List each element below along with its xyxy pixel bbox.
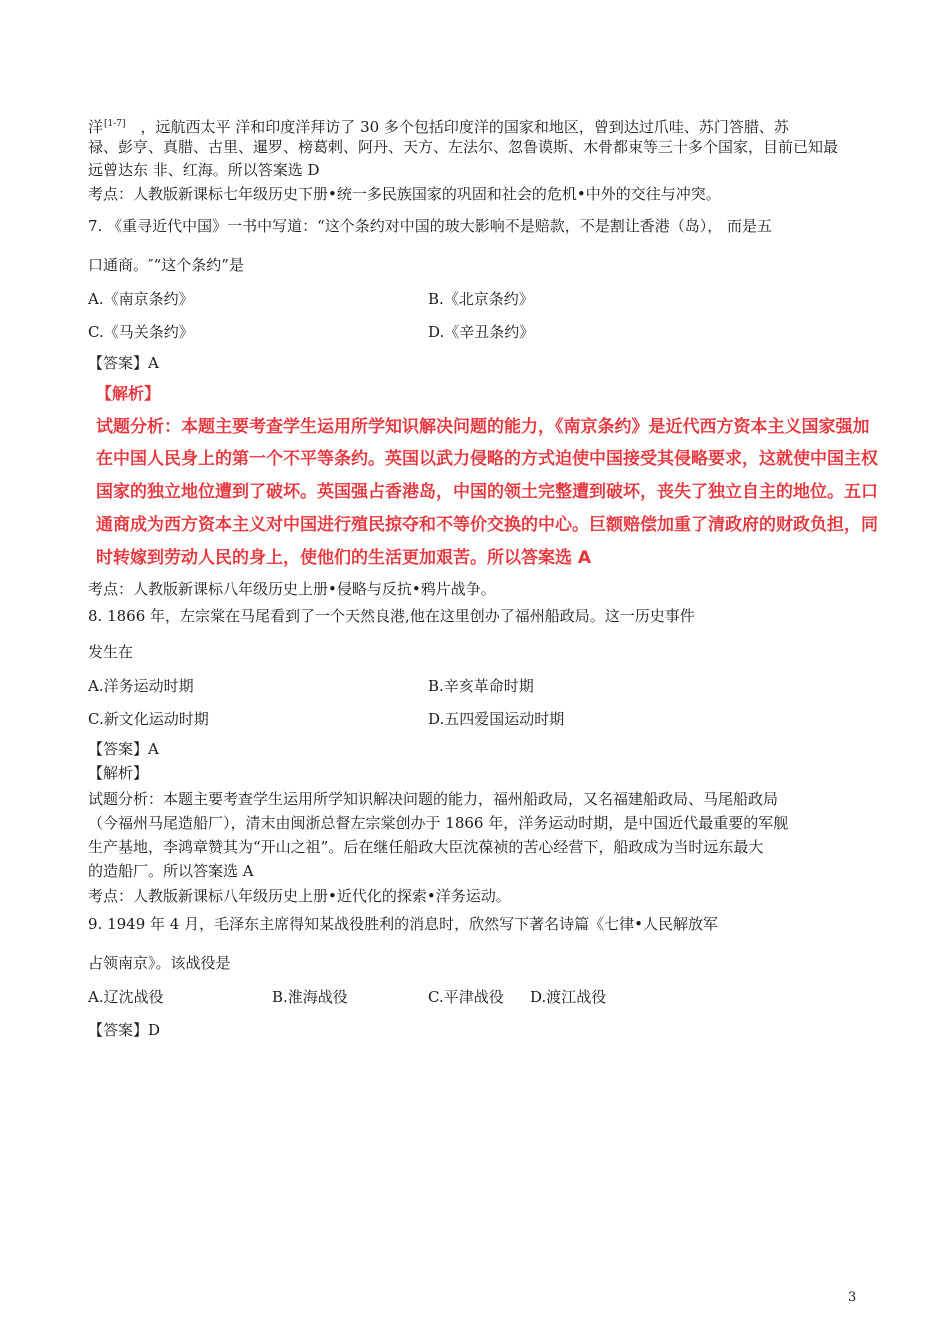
intro-line-1 (88, 113, 789, 138)
q8-stem-line-1: 8. 1866 年，左宗棠在马尾看到了一个天然良港,他在这里创办了福州船政局。这一历史事件 (88, 607, 695, 625)
q8-option-d: D.五四爱国运动时期 (428, 710, 565, 728)
intro-line-2: 禄、彭亨、真腊、古里、暹罗、榜葛剌、阿丹、天方、左法尔、忽鲁谟斯、木骨都束等三十多个国家，目前已知最 (88, 138, 839, 156)
q7-analysis-line-2: 在中国人民身上的第一个不平等条约。英国以武力侵略的方式迫使中国接受其侵略要求，这就使中国主权 (96, 449, 878, 469)
q7-analysis-line-3: 国家的独立地位遭到了破坏。英国强占香港岛，中国的领土完整遭到破坏，丧失了独立自主的地位。五口 (96, 482, 878, 502)
q7-analysis-line-1: 试题分析：本题主要考查学生运用所学知识解决问题的能力，《南京条约》是近代西方资本主义国家强加 (96, 417, 870, 437)
q8-option-b: B.辛亥革命时期 (428, 677, 534, 695)
q8-analysis-line-1: 试题分析：本题主要考查学生运用所学知识解决问题的能力，福州船政局，又名福建船政局、马尾船政局 (88, 790, 779, 808)
page-number: 3 (848, 1290, 857, 1305)
intro-line-1-start: 洋 (88, 118, 104, 136)
citation-superscript: [1-7] (104, 119, 126, 129)
q8-kaodian: 考点：人教版新课标八年级历史上册•近代化的探索•洋务运动。 (88, 887, 511, 905)
q8-analysis-line-4: 的造船厂。所以答案选 A (88, 862, 254, 880)
q8-answer: 【答案】A (88, 740, 159, 758)
q7-option-c: C.《马关条约》 (88, 323, 194, 341)
q7-answer: 【答案】A (88, 354, 159, 372)
q8-analysis-line-2: （今福州马尾造船厂），清末由闽浙总督左宗棠创办于 1866 年，洋务运动时期，是中国近代最重要的军舰 (88, 814, 789, 832)
intro-line-1-rest: ，远航西太平 洋和印度洋拜访了 30 多个包括印度洋的国家和地区，曾到达过爪哇、苏门答腊、苏 (125, 118, 789, 136)
q7-kaodian: 考点：人教版新课标八年级历史上册•侵略与反抗•鸦片战争。 (88, 580, 496, 598)
q8-option-a: A.洋务运动时期 (88, 677, 194, 695)
intro-line-3: 远曾达东 非、红海。所以答案选 D (88, 161, 320, 179)
q7-analysis-line-5: 时转嫁到劳动人民的身上，使他们的生活更加艰苦。所以答案选 A (96, 548, 592, 568)
q7-option-b: B.《北京条约》 (428, 290, 534, 308)
q7-option-d: D.《辛丑条约》 (428, 323, 535, 341)
q9-stem-line-1: 9. 1949 年 4 月，毛泽东主席得知某战役胜利的消息时，欣然写下著名诗篇《七律•人民解放军 (88, 915, 718, 933)
q7-analysis-line-4: 通商成为西方资本主义对中国进行殖民掠夺和不等价交换的中心。巨额赔偿加重了清政府的财政负担，同 (96, 515, 878, 535)
q9-option-a: A.辽沈战役 (88, 988, 164, 1006)
q9-answer: 【答案】D (88, 1021, 161, 1039)
q9-stem-line-2: 占领南京》。该战役是 (88, 954, 231, 972)
q7-stem-line-1: 7. 《重寻近代中国》一书中写道：“这个条约对中国的玻大影响不是赔款，不是割让香港（岛）， 而是五 (88, 217, 773, 235)
q7-stem-line-2: 口通商。″“这个条约”是 (88, 256, 244, 274)
q8-stem-line-2: 发生在 (88, 643, 134, 661)
q8-analysis-line-3: 生产基地，李鸿章赞其为“开山之祖”。后在继任船政大臣沈葆祯的苦心经营下，船政成为当时远东最大 (88, 838, 764, 856)
q8-analysis-heading: 【解析】 (88, 764, 149, 782)
q8-option-c: C.新文化运动时期 (88, 710, 209, 728)
q9-option-c: C.平津战役 (428, 988, 504, 1006)
q9-option-b: B.淮海战役 (272, 988, 348, 1006)
q7-analysis-heading: 【解析】 (96, 384, 161, 403)
intro-kaodian: 考点：人教版新课标七年级历史下册•统一多民族国家的巩固和社会的危机•中外的交往与冲突。 (88, 185, 721, 203)
q9-option-d: D.渡江战役 (530, 988, 607, 1006)
q7-option-a: A.《南京条约》 (88, 290, 194, 308)
